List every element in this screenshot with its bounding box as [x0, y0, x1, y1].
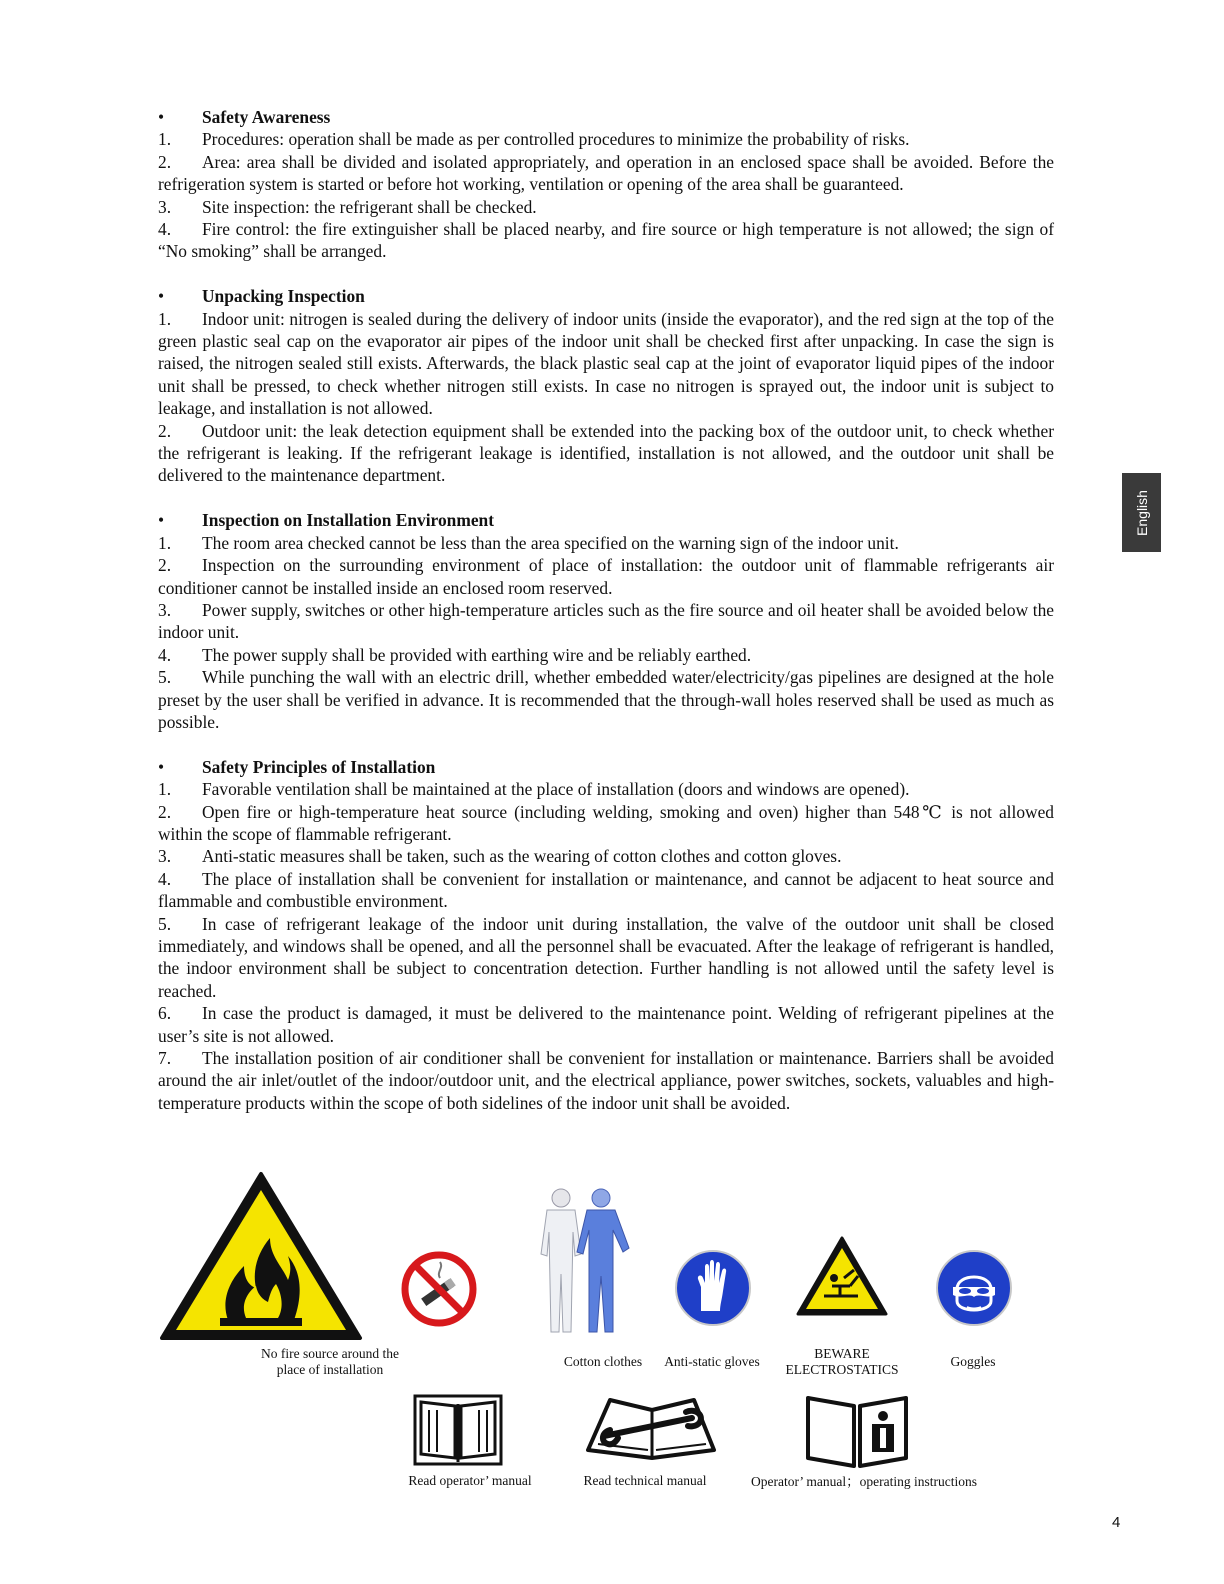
section-installation-environment [158, 509, 1054, 733]
list-item: 2. Inspection on the surrounding environment of place of installation: the outdoor unit of flammable refrigerants air conditioner cannot be installed inside an enclosed room reserved. [158, 555, 1054, 598]
list-item: 5. In case of refrigerant leakage of the indoor unit during installation, the valve of the outdoor unit shall be closed immediately, and windows shall be opened, and all the personnel shall be evacuated. After the leakage of refrigerant is handled, the indoor environment shall be subject to concentration detection. Further handling is not allowed until the safety level is reached. [158, 913, 1054, 1001]
section-unpacking-inspection [158, 285, 1054, 487]
list-item: 2. Outdoor unit: the leak detection equipment shall be extended into the packing box of the outdoor unit, to check whether the refrigerant is leaking. If the refrigerant leakage is identified, installation is not allowed, and the outdoor unit shall be delivered to the maintenance department. [158, 420, 1054, 486]
operator-manual-icon [413, 1392, 503, 1468]
section-title: Safety Awareness [202, 107, 331, 127]
list-item: 3. Anti-static measures shall be taken, such as the wearing of cotton clothes and cotton gloves. [158, 846, 842, 867]
list-item: 4. Fire control: the fire extinguisher shall be placed nearby, and fire source or high temperature is not allowed; the sign of “No smoking” shall be arranged. [158, 219, 1054, 262]
section-safety-awareness [158, 106, 1054, 263]
cotton-clothes-icon [525, 1184, 637, 1336]
section-heading [158, 285, 1054, 307]
list-item: 2. Area: area shall be divided and isolated appropriately, and operation in an enclosed space shall be avoided. Before the refrigeration system is started or before hot working, ventilation or opening of the area shall be guaranteed. [158, 151, 1054, 195]
list-item: 1. Indoor unit: nitrogen is sealed during the delivery of indoor units (inside the evaporator), and the red sign at the top of the green plastic seal cap on the evaporator air pipes of the indoor unit shall be checked first after unpacking. In case the sign is raised, the nitrogen sealed still exists. Afterwards, the black plastic seal cap at the joint of evaporator liquid pipes of the indoor unit shall be pressed, to check whether nitrogen still exists. In case no nitrogen is sprayed out, the indoor unit is subject to leakage, and installation is not allowed. [158, 308, 1054, 419]
list-item: 4. The place of installation shall be convenient for installation or maintenance, and cannot be adjacent to heat source and flammable and combustible environment. [158, 868, 1054, 912]
page-number: 4 [1112, 1514, 1121, 1531]
operator-instructions-caption: Operator’ manual；operating instructions [751, 1474, 977, 1489]
bullet: • [158, 286, 165, 307]
bullet: • [158, 756, 165, 777]
goggles-caption: Goggles [950, 1354, 996, 1369]
read-operator-manual-caption: Read operator’ manual [408, 1473, 532, 1488]
no-fire-source-caption: No fire source around the place of installation [261, 1346, 399, 1377]
list-item: 6. In case the product is damaged, it must be delivered to the maintenance point. Welding of refrigerant pipelines at the user’s site is not allowed. [158, 1003, 1054, 1046]
list-item: 5. While punching the wall with an electric drill, whether embedded water/electricity/gas pipelines are designed at the hole preset by the user shall be verified in advance. It is recommended that the through-wall holes reserved shall be used as much as possible. [158, 667, 1054, 732]
section-title: Safety Principles of Installation [202, 756, 436, 777]
list-item: 4. The power supply shall be provided with earthing wire and be reliably earthed. [158, 644, 752, 665]
language-label: English [1133, 489, 1150, 536]
bullet: • [158, 107, 165, 127]
document-body [158, 106, 1054, 1114]
section-title: Inspection on Installation Environment [202, 510, 494, 531]
beware-electrostatics-caption: BEWARE ELECTROSTATICS [785, 1346, 899, 1377]
info-manual-icon [804, 1392, 910, 1470]
section-installation-principles [158, 756, 1054, 1115]
no-smoking-icon [400, 1250, 478, 1328]
flammable-warning-icon [158, 1170, 364, 1342]
list-item: 3. Site inspection: the refrigerant shall be checked. [158, 196, 537, 217]
electrostatic-warning-icon [794, 1234, 890, 1318]
cotton-clothes-caption: Cotton clothes [563, 1354, 643, 1369]
list-item: 1. Favorable ventilation shall be maintained at the place of installation (doors and windows are opened). [158, 779, 910, 800]
section-heading [158, 756, 1054, 778]
section-title: Unpacking Inspection [202, 286, 365, 307]
list-item: 1. Procedures: operation shall be made as per controlled procedures to minimize the probability of risks. [158, 129, 910, 150]
read-technical-manual-caption: Read technical manual [583, 1473, 707, 1488]
section-heading [158, 509, 1054, 531]
list-item: 3. Power supply, switches or other high-temperature articles such as the fire source and oil heater shall be avoided below the indoor unit. [158, 599, 1054, 643]
gloves-icon [674, 1249, 752, 1327]
list-item: 2. Open fire or high-temperature heat source (including welding, smoking and oven) higher than 548℃ is not allowed within the scope of flammable refrigerant. [158, 801, 1054, 844]
section-heading [158, 106, 1054, 128]
language-tab [1122, 473, 1161, 552]
technical-manual-icon [584, 1392, 718, 1466]
goggles-icon [935, 1249, 1013, 1327]
list-item: 7. The installation position of air conditioner shall be convenient for installation or maintenance. Barriers shall be avoided around the air inlet/outlet of the indoor/outdoor unit, and the electrical appliance, power switches, sockets, valuables and high-temperature products within the scope of both sidelines of the indoor unit shall be avoided. [158, 1048, 1054, 1113]
list-item: 1. The room area checked cannot be less than the area specified on the warning sign of the indoor unit. [158, 532, 899, 553]
bullet: • [158, 510, 165, 531]
anti-static-gloves-caption: Anti-static gloves [664, 1354, 760, 1369]
